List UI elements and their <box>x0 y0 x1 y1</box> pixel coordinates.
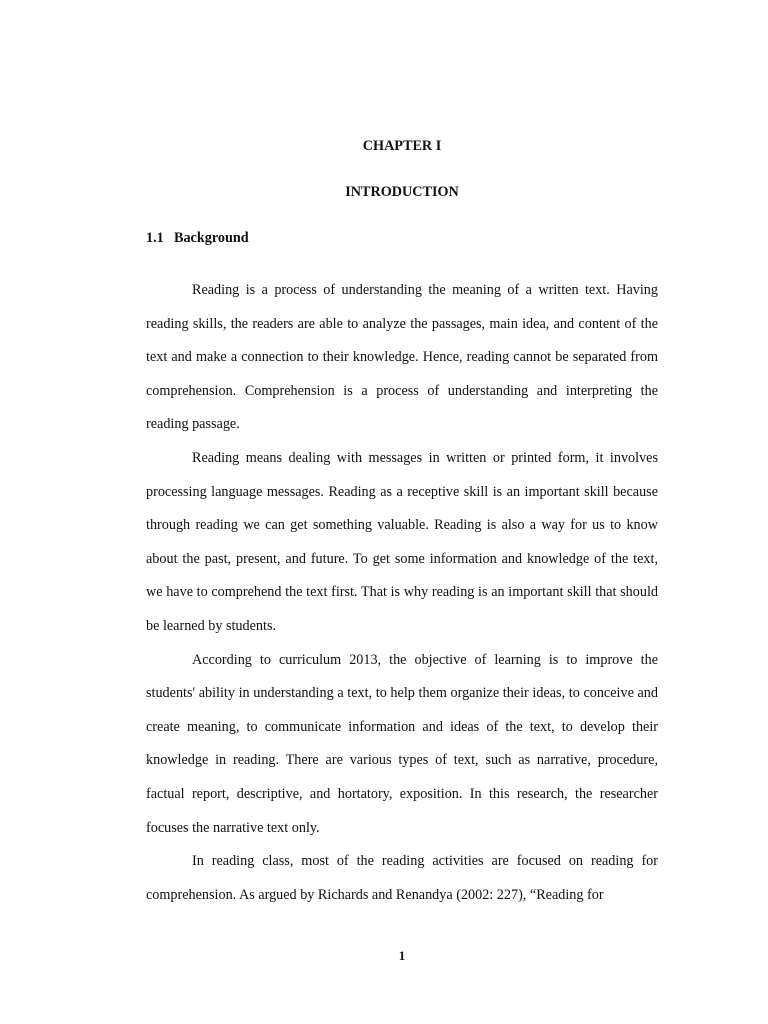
body-text <box>146 274 658 912</box>
section-heading <box>146 231 249 245</box>
paragraph: Reading means dealing with messages in written or printed form, it involves processing language messages. Reading as a receptive skill is an important skill because through reading we can get something valuable. Reading is also a way for us to know about the past, present, and future. To get some information and knowledge of the text, we have to comprehend the text first. That is why reading is an important skill that should be learned by students. <box>146 449 658 634</box>
paragraph: According to curriculum 2013, the objective of learning is to improve the students' ability in understanding a text, to help them organize their ideas, to conceive and create meaning, to communicate information and ideas of the text, to develop their knowledge in reading. There are various types of text, such as narrative, procedure, factual report, descriptive, and hortatory, exposition. In this research, the researcher focuses the narrative text only. <box>146 651 658 836</box>
section-title: Background <box>174 230 249 246</box>
page-number: 1 <box>398 948 406 963</box>
paragraph: Reading is a process of understanding the meaning of a written text. Having reading skills, the readers are able to analyze the passages, main idea, and content of the text and make a connection to their knowledge. Hence, reading cannot be separated from comprehension. Comprehension is a process of understanding and interpreting the reading passage. <box>146 282 658 433</box>
section-number: 1.1 <box>146 230 164 246</box>
chapter-title: CHAPTER I <box>362 138 442 154</box>
paragraph: In reading class, most of the reading activities are focused on reading for comprehension. As argued by Richards and Renandya (2002: 227), “Reading for <box>146 853 658 903</box>
chapter-subtitle: INTRODUCTION <box>345 184 459 200</box>
